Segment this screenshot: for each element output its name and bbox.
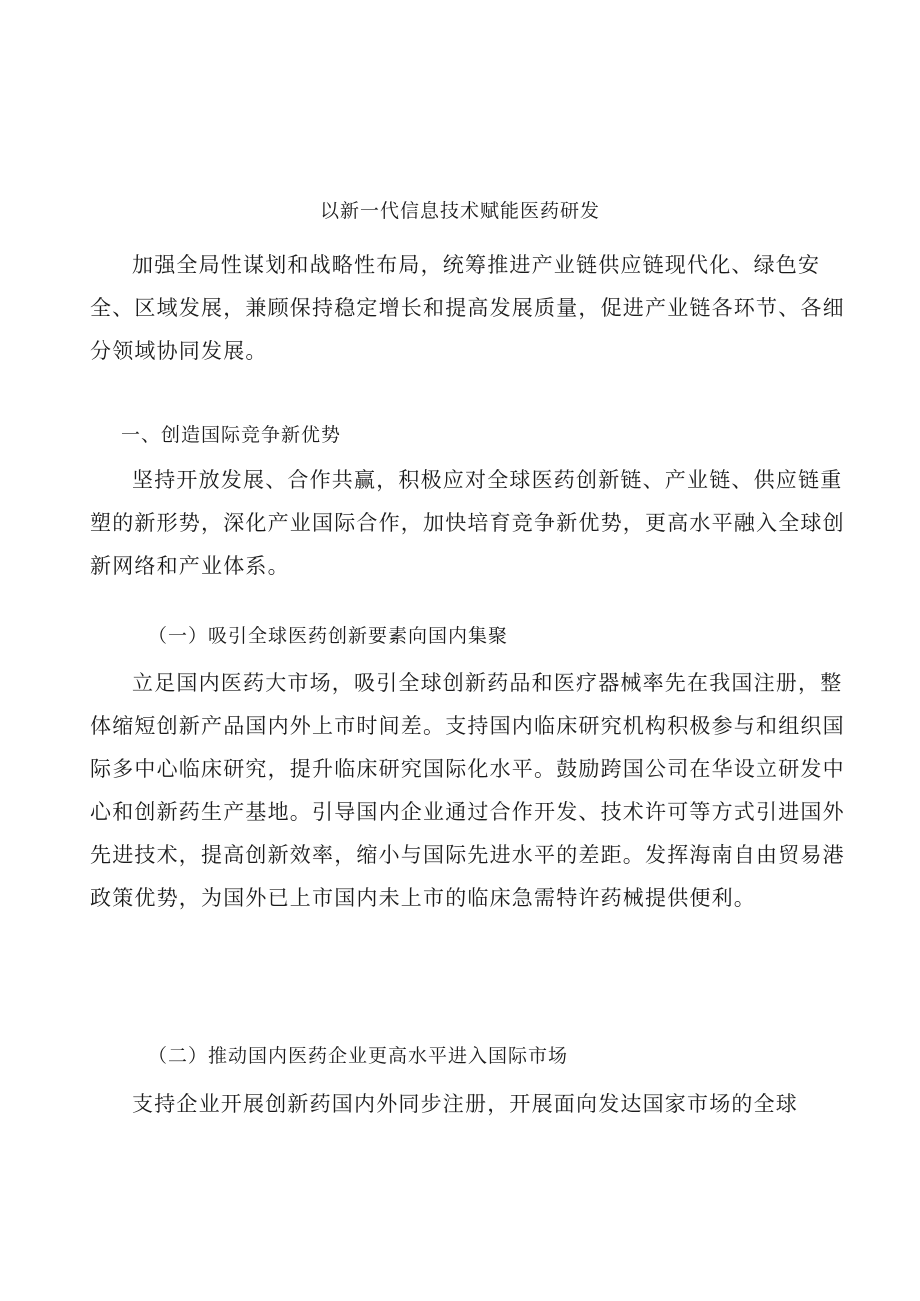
section-1-paragraph: 坚持开放发展、合作共赢，积极应对全球医药创新链、产业链、供应链重塑的新形势，深化产业国际合作，加快培育竞争新优势，更高水平融入全球创新网络和产业体系。: [90, 468, 845, 578]
section-heading-1: 一、创造国际竞争新优势: [121, 424, 342, 446]
subsection-1-paragraph: 立足国内医药大市场，吸引全球创新药品和医疗器械率先在我国注册，整体缩短创新产品国内外上市时间差。支持国内临床研究机构积极参与和组织国际多中心临床研究，提升临床研究国际化水平。鼓励跨国公司在华设立研发中心和创新药生产基地。引导国内企业通过合作开发、技术许可等方式引进国外先进技术，提高创新效率，缩小与国际先进水平的差距。发挥海南自由贸易港政策优势，为国外已上市国内未上市的临床急需特许药械提供便利。: [90, 671, 845, 910]
subsection-2-paragraph: 支持企业开展创新药国内外同步注册，开展面向发达国家市场的全球: [132, 1092, 798, 1116]
subsection-heading-1: （一）吸引全球医药创新要素向国内集聚: [148, 625, 509, 647]
intro-paragraph: 加强全局性谋划和战略性布局，统筹推进产业链供应链现代化、绿色安全、区域发展，兼顾保持稳定增长和提高发展质量，促进产业链各环节、各细分领域协同发展。: [90, 253, 845, 363]
document-title: 以新一代信息技术赋能医药研发: [319, 200, 600, 222]
subsection-heading-2: （二）推动国内医药企业更高水平进入国际市场: [148, 1045, 569, 1067]
